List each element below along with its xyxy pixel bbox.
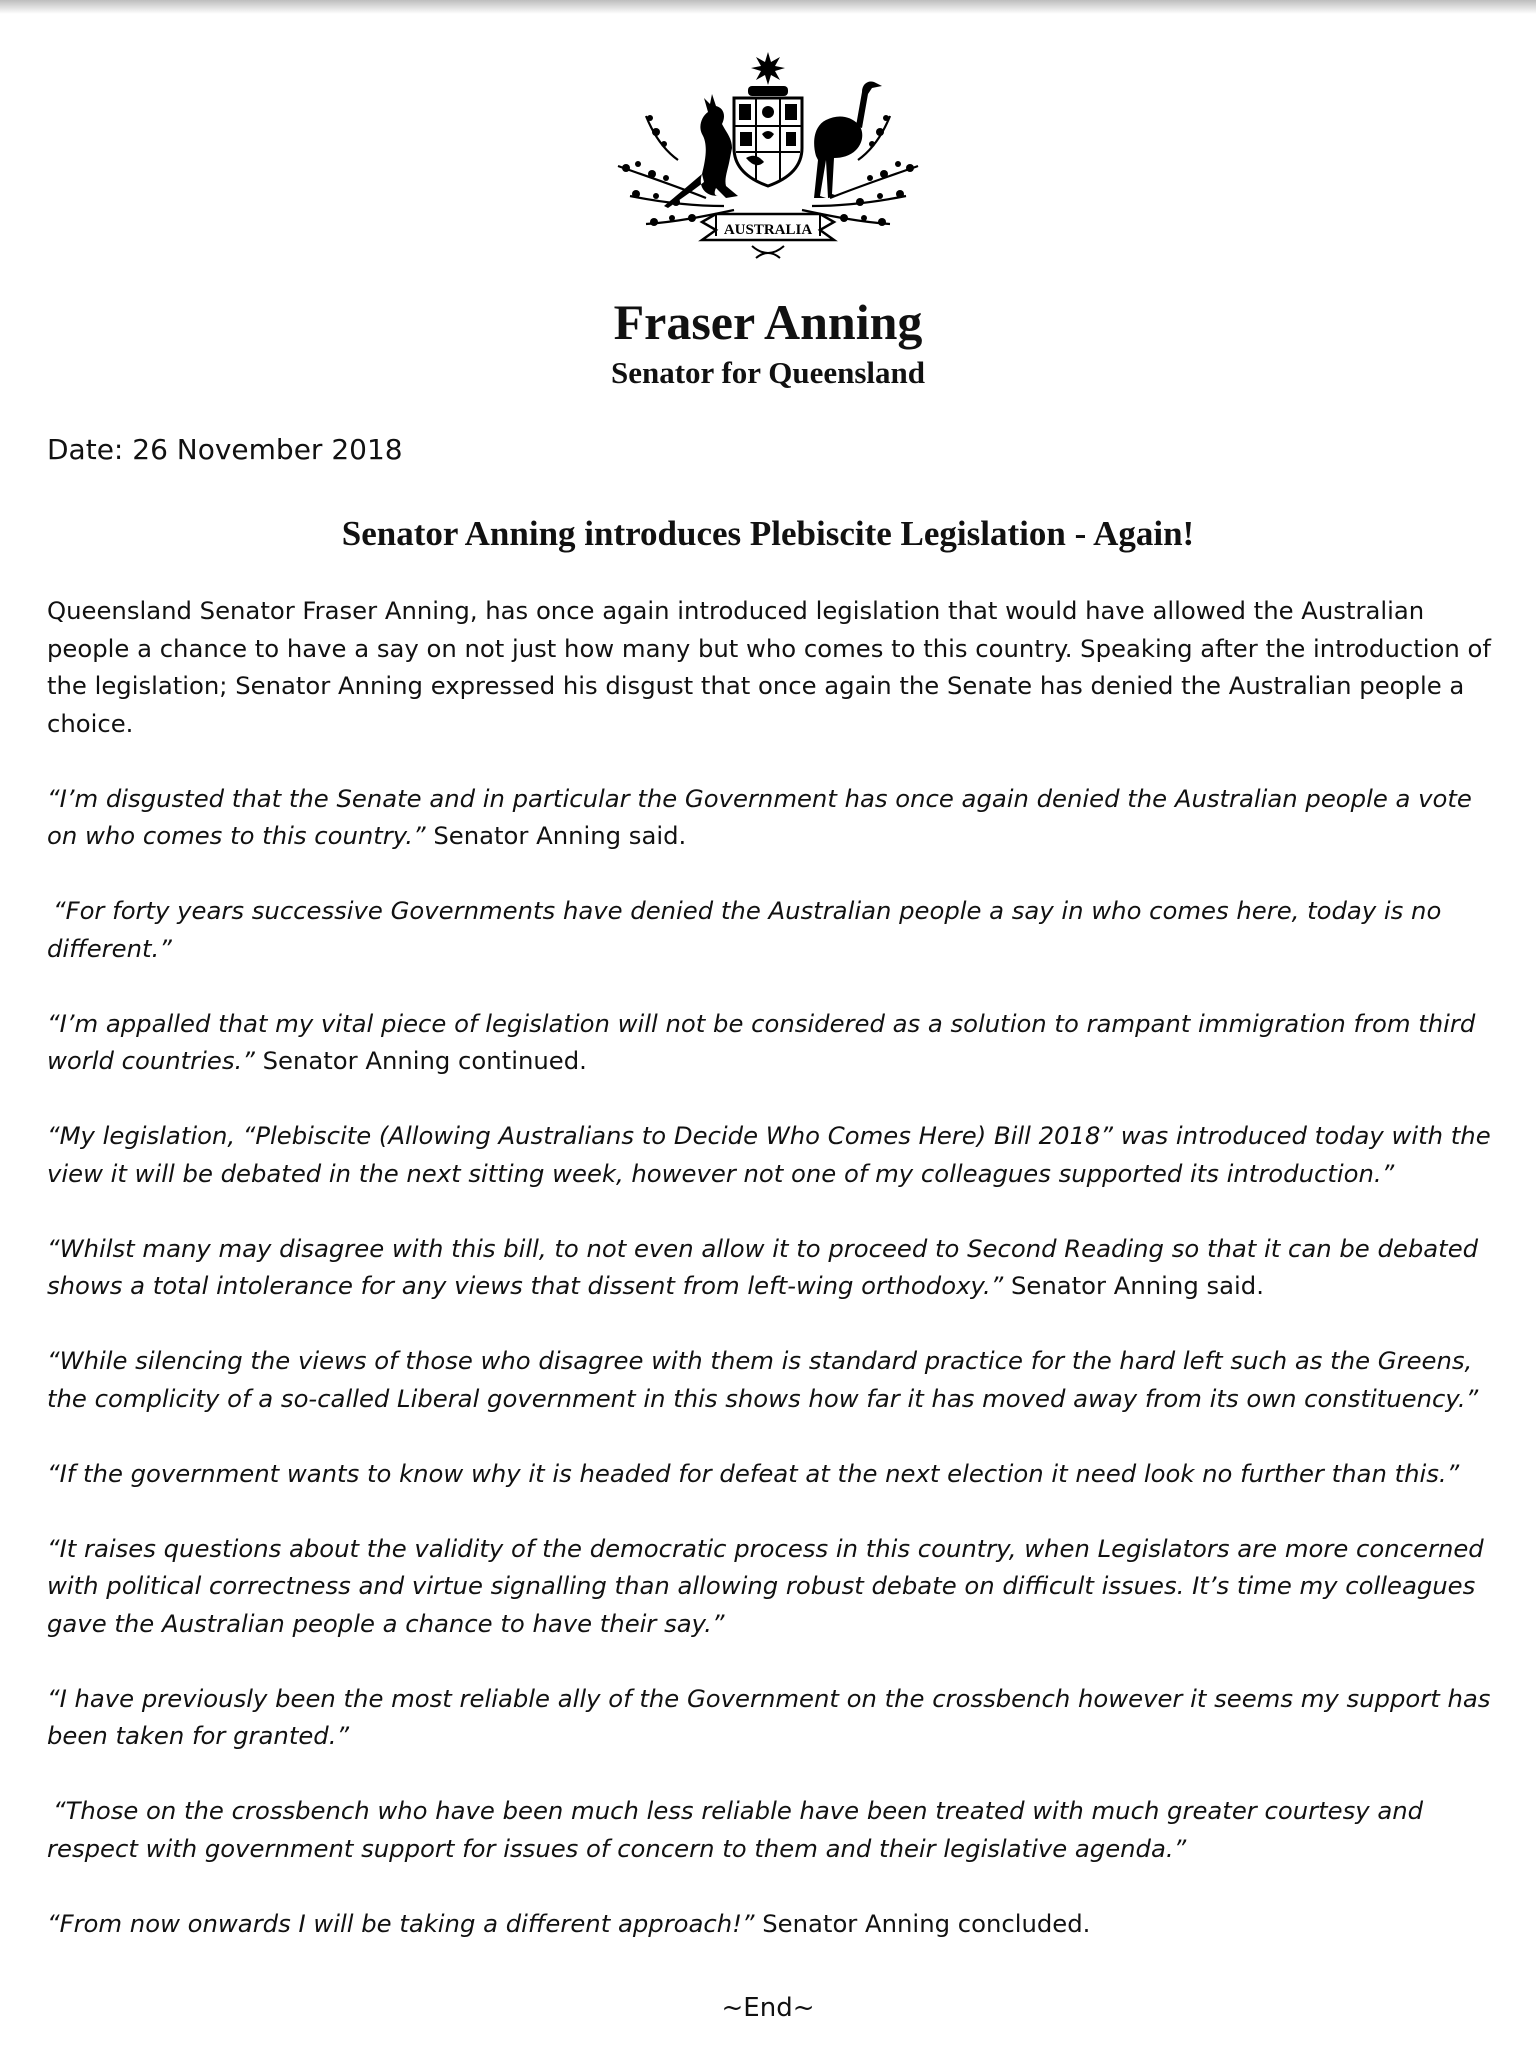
- paragraph-quote: “It raises questions about the validity of the democratic process in this country, when Legislators are more concerned with political correctness and virtue signalling than allowing robust debate on difficult issues. It’s time my colleagues gave the Australian people a chance to have their say.”: [47, 1533, 1484, 1638]
- paragraph-text: Senator Anning said.: [425, 821, 687, 850]
- paragraph-quote: “Whilst many may disagree with this bill, to not even allow it to proceed to Second Reading so that it can be debated shows a total intolerance for any views that dissent from left-wing orthodoxy.”: [47, 1233, 1479, 1300]
- senator-name: Fraser Anning: [613, 294, 923, 350]
- page-top-shadow: [0, 0, 1536, 14]
- body-paragraph: [47, 780, 1499, 855]
- paragraph-quote: “From now onwards I will be taking a different approach!”: [47, 1908, 755, 1938]
- body-paragraph: [47, 1455, 1499, 1493]
- paragraph-quote: “If the government wants to know why it is headed for defeat at the next election it need look no further than this.”: [47, 1458, 1460, 1488]
- release-date: Date: 26 November 2018: [47, 433, 403, 466]
- body-paragraph: [47, 1342, 1499, 1417]
- coat-of-arms-emblem: [606, 46, 930, 276]
- body-paragraph: [47, 1117, 1499, 1192]
- paragraph-quote: “While silencing the views of those who disagree with them is standard practice for the hard left such as the Greens, the complicity of a so-called Liberal government in this shows how far it has moved away from its own constituency.”: [47, 1346, 1479, 1413]
- paragraph-quote: “I have previously been the most reliable ally of the Government on the crossbench however it seems my support has been taken for granted.”: [47, 1683, 1491, 1750]
- crest-banner-text: AUSTRALIA: [723, 222, 813, 238]
- paragraph-quote: “I’m disgusted that the Senate and in particular the Government has once again denied the Australian people a vote on who comes to this country.”: [47, 783, 1472, 850]
- commonwealth-star-icon: [751, 52, 785, 85]
- emu-figure: [814, 81, 882, 198]
- body-paragraph: [47, 1905, 1499, 1943]
- kangaroo-figure: [664, 94, 738, 208]
- end-marker: ~End~: [721, 1993, 815, 2023]
- body-paragraph: [47, 1792, 1499, 1867]
- paragraph-text: Senator Anning concluded.: [754, 1908, 1091, 1938]
- paragraph-quote: “For forty years successive Governments have denied the Australian people a say in who comes here, today is no different.”: [47, 896, 1442, 963]
- body-paragraph: [47, 1530, 1499, 1643]
- body-paragraph: [47, 1230, 1499, 1305]
- paragraph-quote: “Those on the crossbench who have been much less reliable have been treated with much greater courtesy and respect with government support for issues of concern to them and their legislative agenda.”: [47, 1796, 1424, 1863]
- body-paragraph: [47, 592, 1499, 742]
- paragraph-quote: “My legislation, “Plebiscite (Allowing Australians to Decide Who Comes Here) Bill 2018” was introduced today with the view it will be debated in the next sitting week, however not one of my colleagues supported its introduction.”: [47, 1121, 1491, 1188]
- paragraph-text: Senator Anning continued.: [254, 1046, 587, 1075]
- paragraph-text: Senator Anning said.: [1003, 1271, 1264, 1300]
- paragraph-quote: “I’m appalled that my vital piece of legislation will not be considered as a solution to rampant immigration from third world countries.”: [47, 1008, 1476, 1075]
- press-release-headline: Senator Anning introduces Plebiscite Legislation - Again!: [341, 514, 1195, 553]
- body-paragraph: [47, 1680, 1499, 1755]
- press-release-body: [47, 592, 1499, 1980]
- senator-title: Senator for Queensland: [610, 355, 926, 390]
- paragraph-text: Queensland Senator Fraser Anning, has once again introduced legislation that would have allowed the Australian people a chance to have a say on not just how many but who comes to this country. Speaking after the introduction of the legislation; Senator Anning expressed his disgust that once again the Senate has denied the Australian people a choice.: [47, 596, 1491, 738]
- body-paragraph: [47, 1005, 1499, 1080]
- body-paragraph: [47, 892, 1499, 967]
